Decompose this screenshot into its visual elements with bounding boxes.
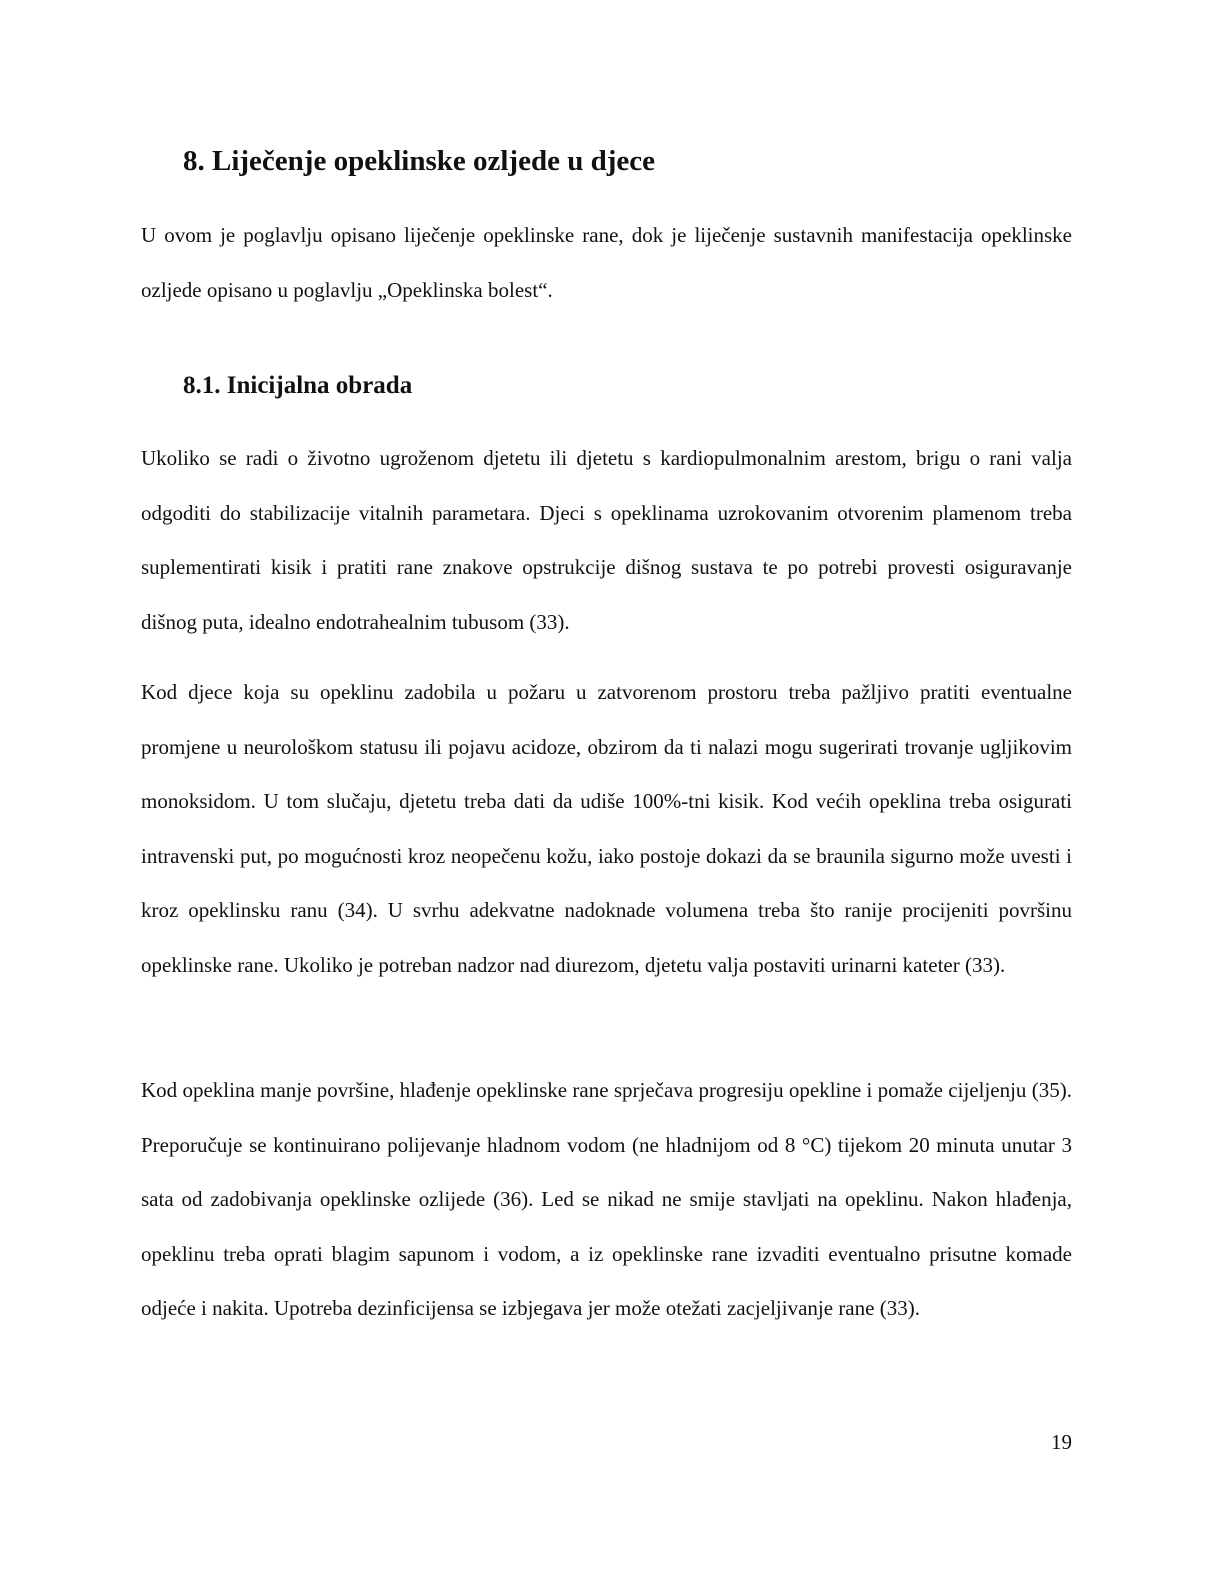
- body-paragraph-1: Ukoliko se radi o životno ugroženom djetetu ili djetetu s kardiopulmonalnim arestom, brigu o rani valja odgoditi do stabilizacije vitalnih parametara. Djeci s opeklinama uzrokovanim otvorenim plamenom treba suplementirati kisik i pratiti rane znakove opstrukcije dišnog sustava te po potrebi provesti osiguravanje dišnog puta, idealno endotrahealnim tubusom (33).: [141, 446, 1072, 634]
- body-paragraph-3: Kod opeklina manje površine, hlađenje opeklinske rane sprječava progresiju opekline i pomaže cijeljenju (35). Preporučuje se kontinuirano polijevanje hladnom vodom (ne hladnijom od 8 °C) tijekom 20 minuta unutar 3 sata od zadobivanja opeklinske ozlijede (36). Led se nikad ne smije stavljati na opeklinu. Nakon hlađenja, opeklinu treba oprati blagim sapunom i vodom, a iz opeklinske rane izvaditi eventualno prisutne komade odjeće i nakita. Upotreba dezinficijensa se izbjegava jer može otežati zacjeljivanje rane (33).: [141, 1078, 1072, 1321]
- section-heading: 8.1. Inicijalna obrada: [183, 372, 413, 399]
- chapter-heading: 8. Liječenje opeklinske ozljede u djece: [183, 145, 655, 177]
- page-number: 19: [1051, 1430, 1072, 1454]
- intro-paragraph: U ovom je poglavlju opisano liječenje opeklinske rane, dok je liječenje sustavnih manifestacija opeklinske ozljede opisano u poglavlju „Opeklinska bolest“.: [141, 223, 1072, 302]
- body-paragraph-2: Kod djece koja su opeklinu zadobila u požaru u zatvorenom prostoru treba pažljivo pratiti eventualne promjene u neurološkom statusu ili pojavu acidoze, obzirom da ti nalazi mogu sugerirati trovanje ugljikovim monoksidom. U tom slučaju, djetetu treba dati da udiše 100%-tni kisik. Kod većih opeklina treba osigurati intravenski put, po mogućnosti kroz neopečenu kožu, iako postoje dokazi da se braunila sigurno može uvesti i kroz opeklinsku ranu (34). U svrhu adekvatne nadoknade volumena treba što ranije procijeniti površinu opeklinske rane. Ukoliko je potreban nadzor nad diurezom, djetetu valja postaviti urinarni kateter (33).: [141, 680, 1072, 977]
